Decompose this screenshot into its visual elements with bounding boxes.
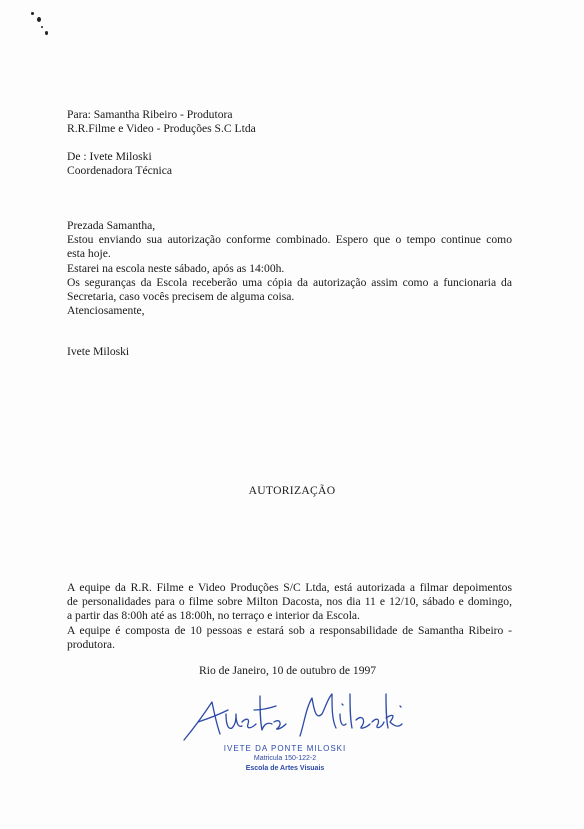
- stamp-school: Escola de Artes Visuais: [245, 765, 325, 772]
- recipient-company: R.R.Filme e Video - Produções S.C Ltda: [67, 122, 256, 136]
- recipient-block: [67, 108, 512, 136]
- stamp-registration: Matricula 150-122-2: [253, 755, 317, 762]
- closing: Atenciosamente,: [67, 304, 145, 318]
- recipient-line: Para: Samantha Ribeiro - Produtora: [67, 108, 233, 121]
- scan-speck: [41, 26, 43, 28]
- signature-name: Ivete Miloski: [67, 345, 130, 358]
- authorization-line: A equipe da R.R. Filme e Video Produções S/C Ltda, está autorizada a filmar depoimentos: [67, 581, 512, 594]
- sender-title: Coordenadora Técnica: [67, 164, 173, 178]
- stamp-name: IVETE DA PONTE MILOSKI: [223, 744, 347, 753]
- sender-block: [67, 150, 512, 178]
- letter-paragraph-1: Estou enviando sua autorização conforme combinado. Espero que o tempo continue como: [67, 233, 512, 247]
- authorization-line: a partir das 8:00h até as 18:00h, no terraço e interior da Escola.: [67, 609, 360, 623]
- letter-body: [67, 219, 512, 318]
- scan-speck: [31, 12, 34, 15]
- letter-paragraph-3: Os seguranças da Escola receberão uma cópia da autorização assim como a funcionaria da: [67, 275, 512, 289]
- official-stamp: [200, 744, 370, 774]
- letter-paragraph-3-end: Secretaria, caso vocês precisem de alguma coisa.: [67, 290, 295, 304]
- scan-speck: [37, 17, 41, 22]
- sender-line: De : Ivete Miloski: [67, 150, 152, 163]
- greeting: Prezada Samantha,: [67, 219, 156, 232]
- handwritten-signature: [176, 684, 406, 744]
- authorization-body: [67, 581, 512, 652]
- authorization-line: A equipe é composta de 10 pessoas e estará sob a responsabilidade de Samantha Ribeiro -: [67, 623, 512, 637]
- authorization-line: de personalidades para o filme sobre Milton Dacosta, nos dia 11 e 12/10, sábado e domingo,: [67, 595, 512, 609]
- letter-paragraph-1-end: esta hoje.: [67, 247, 111, 261]
- letter-signature: [67, 345, 512, 359]
- letter-paragraph-2: Estarei na escola neste sábado, após as 14:00h.: [67, 261, 285, 275]
- authorization-line: produtora.: [67, 637, 115, 651]
- authorization-title: AUTORIZAÇÃO: [248, 484, 336, 497]
- date-line: Rio de Janeiro, 10 de outubro de 1997: [199, 664, 377, 677]
- scan-speck: [45, 31, 48, 35]
